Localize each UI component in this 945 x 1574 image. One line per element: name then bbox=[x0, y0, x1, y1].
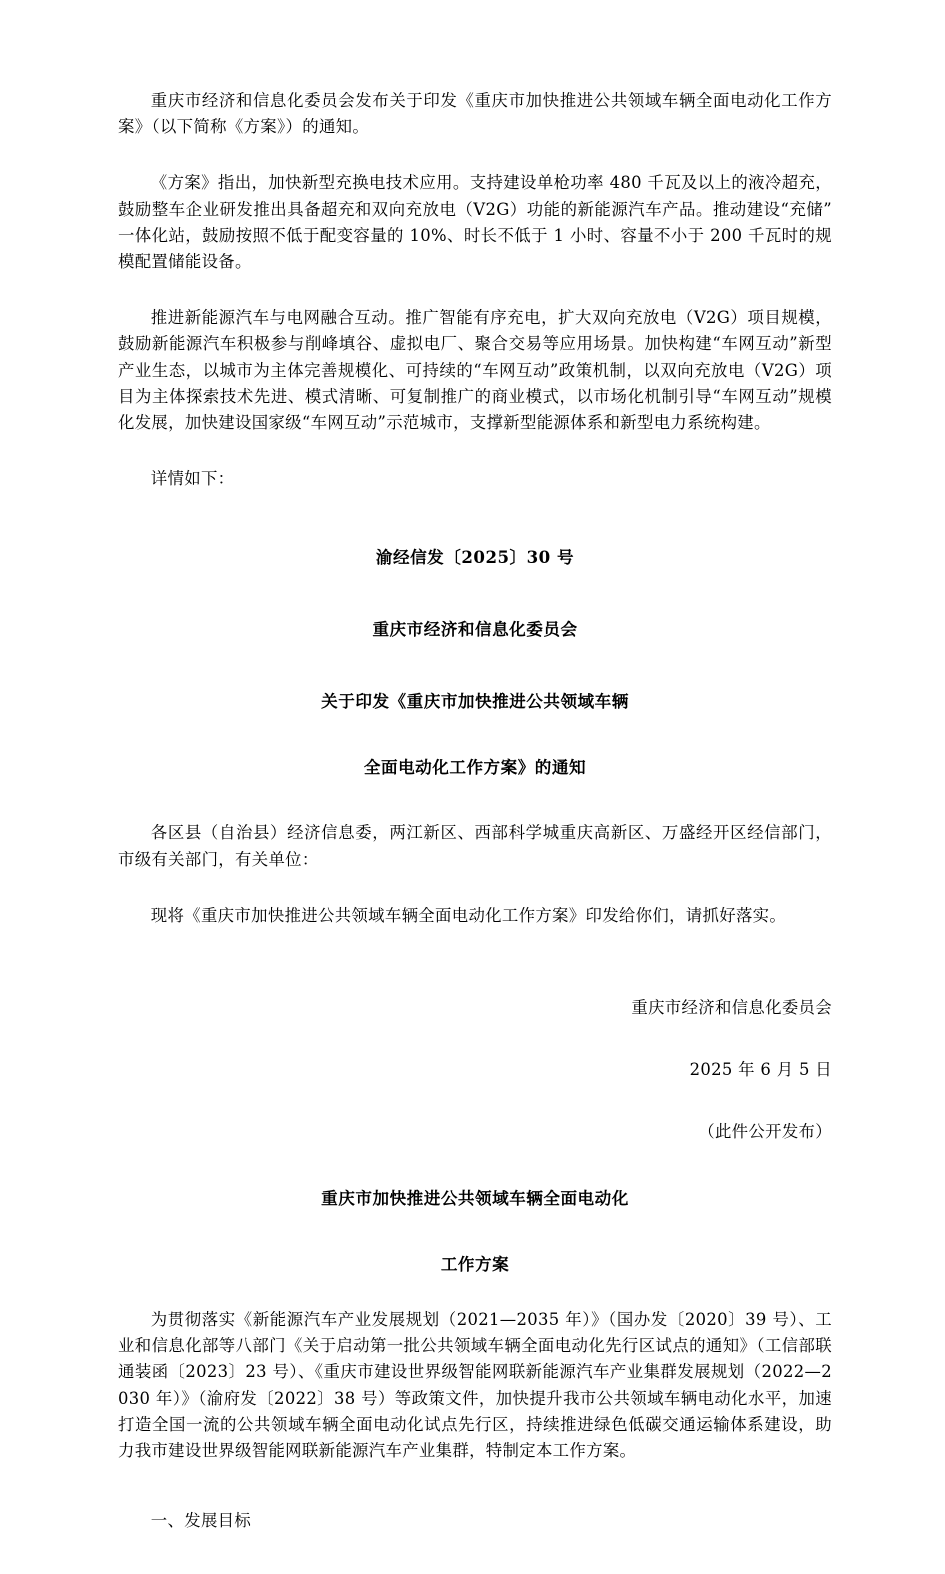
plan-title-line-2: 工作方案 bbox=[440, 1254, 510, 1275]
notice-signature: 重庆市经济和信息化委员会 bbox=[631, 998, 832, 1018]
spacer bbox=[118, 570, 832, 616]
spacer bbox=[118, 955, 832, 995]
notice-title-line-2: 全面电动化工作方案》的通知 bbox=[363, 757, 587, 778]
publication-note: （此件公开发布） bbox=[698, 1122, 832, 1142]
spacer bbox=[118, 1083, 832, 1119]
intro-paragraph: 重庆市经济和信息化委员会发布关于印发《重庆市加快推进公共领域车辆全面电动化工作方案》（以下简称《方案》）的通知。 bbox=[118, 91, 832, 137]
paragraph-vehicle-grid-interaction: 推进新能源汽车与电网融合互动。推广智能有序充电，扩大双向充放电（V2G）项目规模，鼓励新能源汽车积极参与削峰填谷、虚拟电厂、聚合交易等应用场景。加快构建“车网互动”新型产业生态，以城市为主体完善规模化、可持续的“车网互动”政策机制，以双向充放电（V2G）项目为主体探索技术先进、模式清晰、可复制推广的商业模式，以市场化机制引导“车网互动”规模化发展，加快建设国家级“车网互动”示范城市，支撑新型能源体系和新型电力系统构建。 bbox=[118, 308, 832, 433]
spacer bbox=[118, 1277, 832, 1307]
spacer bbox=[118, 1490, 832, 1508]
spacer bbox=[118, 1211, 832, 1251]
plan-preamble: 为贯彻落实《新能源汽车产业发展规划（2021—2035 年）》（国办发〔2020〕39 号）、工业和信息化部等八部门《关于启动第一批公共领域车辆全面电动化先行区试点的通知》（工信部联通装函〔2023〕23 号）、《重庆市建设世界级智能网联新能源汽车产业集群发展规划（2022—2030 年）》（渝府发〔2022〕38 号）等政策文件，加快提升我市公共领域车辆电动化水平，加速打造全国一流的公共领域车辆全面电动化试点先行区，持续推进绿色低碳交通运输体系建设，助力我市建设世界级智能网联新能源汽车产业集群，特制定本工作方案。 bbox=[118, 1310, 832, 1461]
document-number: 渝经信发〔2025〕30 号 bbox=[375, 547, 575, 568]
notice-body-text: 现将《重庆市加快推进公共领域车辆全面电动化工作方案》印发给你们，请抓好落实。 bbox=[150, 905, 787, 925]
notice-date: 2025 年 6 月 5 日 bbox=[689, 1060, 832, 1080]
spacer bbox=[118, 780, 832, 820]
issuing-authority: 重庆市经济和信息化委员会 bbox=[372, 619, 578, 640]
plan-section-1-heading: 一、发展目标 bbox=[150, 1511, 252, 1531]
document-body bbox=[118, 88, 832, 1534]
spacer bbox=[118, 714, 832, 754]
paragraph-charging-technology: 《方案》指出，加快新型充换电技术应用。支持建设单枪功率 480 千瓦及以上的液冷超充，鼓励整车企业研发推出具备超充和双向充放电（V2G）功能的新能源汽车产品。推动建设“充储”一体化站，鼓励按照不低于配变容量的 10%、时长不低于 1 小时、容量不小于 200 千瓦时的规模配置储能设备。 bbox=[118, 173, 832, 272]
notice-recipients: 各区县（自治县）经济信息委，两江新区、西部科学城重庆高新区、万盛经开区经信部门，市级有关部门，有关单位： bbox=[118, 823, 832, 869]
spacer bbox=[118, 518, 832, 544]
details-lead-text: 详情如下： bbox=[150, 469, 235, 489]
spacer bbox=[118, 642, 832, 688]
spacer bbox=[118, 1145, 832, 1185]
spacer bbox=[118, 1021, 832, 1057]
plan-title-line-1: 重庆市加快推进公共领域车辆全面电动化 bbox=[321, 1188, 629, 1209]
notice-title-line-1: 关于印发《重庆市加快推进公共领域车辆 bbox=[321, 691, 629, 712]
